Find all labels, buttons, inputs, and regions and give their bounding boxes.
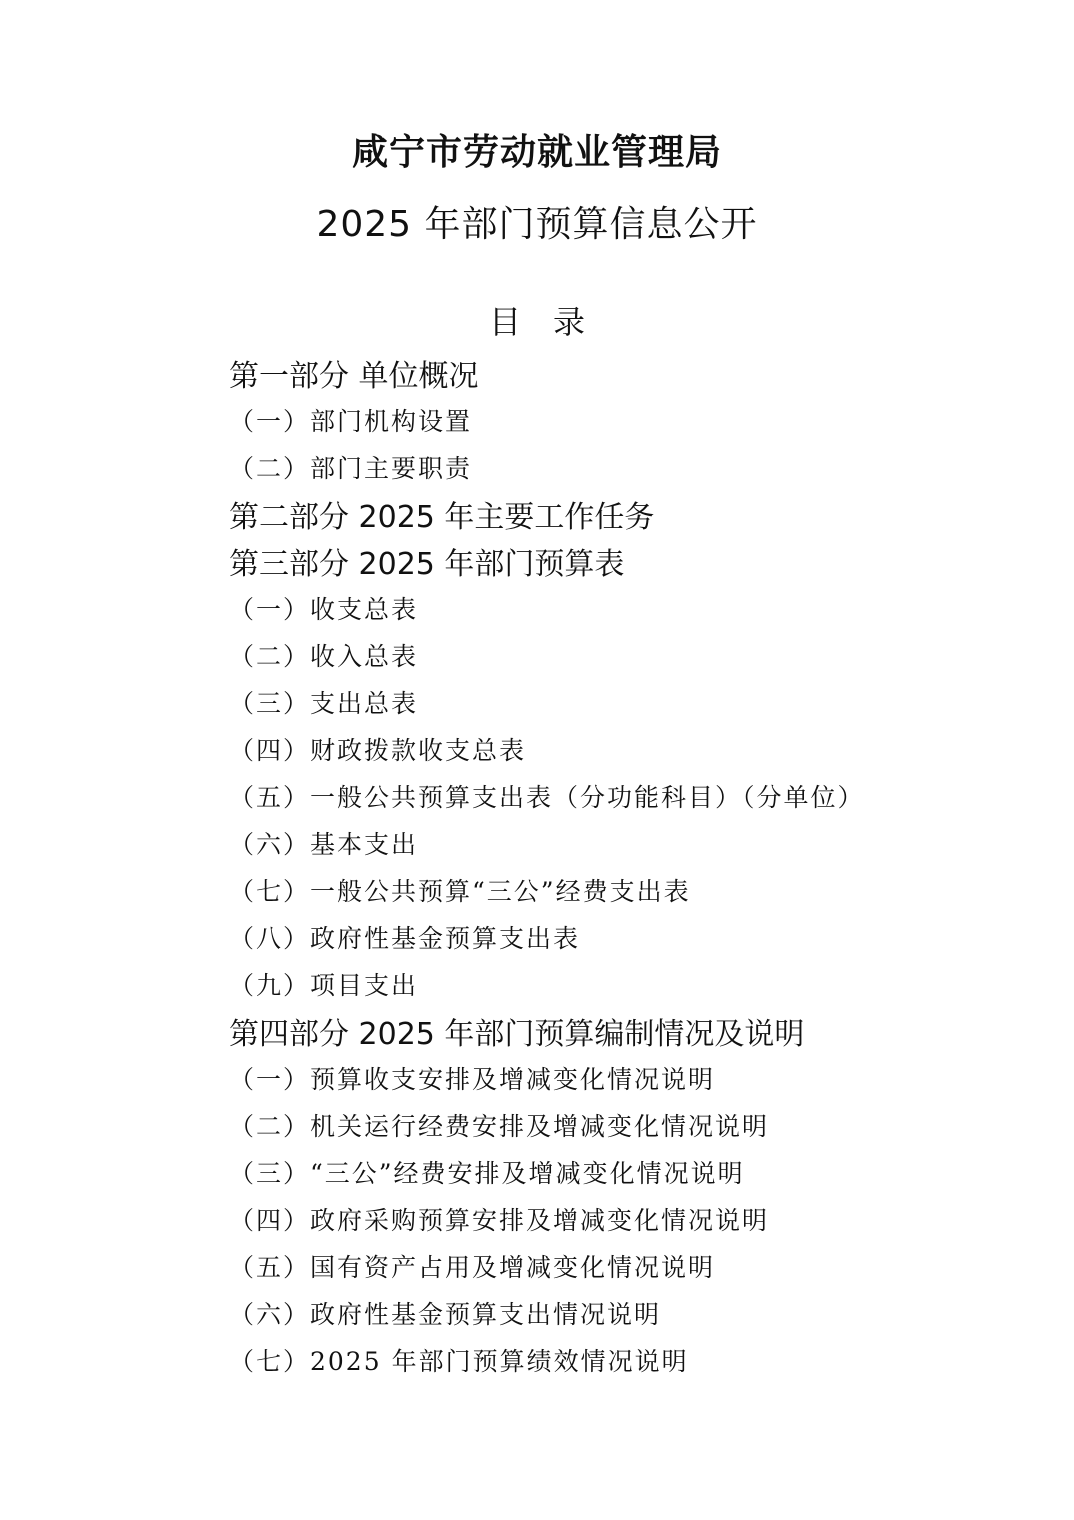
toc-part-heading: 第二部分 2025 年主要工作任务 bbox=[229, 499, 655, 535]
toc-part-heading: 第一部分 单位概况 bbox=[229, 358, 479, 394]
toc-entry: （四）政府采购预算安排及增减变化情况说明 bbox=[229, 1205, 770, 1235]
toc-entry: （七）一般公共预算“三公”经费支出表 bbox=[229, 876, 691, 906]
toc-entry: （六）基本支出 bbox=[229, 829, 419, 859]
toc-entry: （二）收入总表 bbox=[229, 641, 419, 671]
toc-entry: （一）收支总表 bbox=[229, 594, 419, 624]
document-subtitle: 2025 年部门预算信息公开 bbox=[316, 204, 758, 245]
table-of-contents bbox=[229, 349, 989, 1383]
toc-entry: （二）部门主要职责 bbox=[229, 453, 473, 483]
document-title: 咸宁市劳动就业管理局 bbox=[351, 132, 722, 173]
toc-entry: （三）“三公”经费安排及增减变化情况说明 bbox=[229, 1158, 745, 1188]
toc-entry: （三）支出总表 bbox=[229, 688, 419, 718]
toc-part-heading: 第四部分 2025 年部门预算编制情况及说明 bbox=[229, 1016, 805, 1052]
toc-entry: （二）机关运行经费安排及增减变化情况说明 bbox=[229, 1111, 770, 1141]
toc-entry: （八）政府性基金预算支出表 bbox=[229, 923, 581, 953]
toc-heading: 目录 bbox=[488, 303, 617, 341]
toc-entry: （一）预算收支安排及增减变化情况说明 bbox=[229, 1064, 716, 1094]
toc-part-heading: 第三部分 2025 年部门预算表 bbox=[229, 546, 625, 582]
toc-entry: （七）2025 年部门预算绩效情况说明 bbox=[229, 1346, 689, 1376]
toc-entry: （五）一般公共预算支出表（分功能科目）（分单位） bbox=[229, 782, 865, 812]
toc-entry: （九）项目支出 bbox=[229, 970, 419, 1000]
toc-entry: （四）财政拨款收支总表 bbox=[229, 735, 527, 765]
toc-entry: （六）政府性基金预算支出情况说明 bbox=[229, 1299, 662, 1329]
toc-entry: （五）国有资产占用及增减变化情况说明 bbox=[229, 1252, 716, 1282]
toc-entry: （一）部门机构设置 bbox=[229, 406, 473, 436]
